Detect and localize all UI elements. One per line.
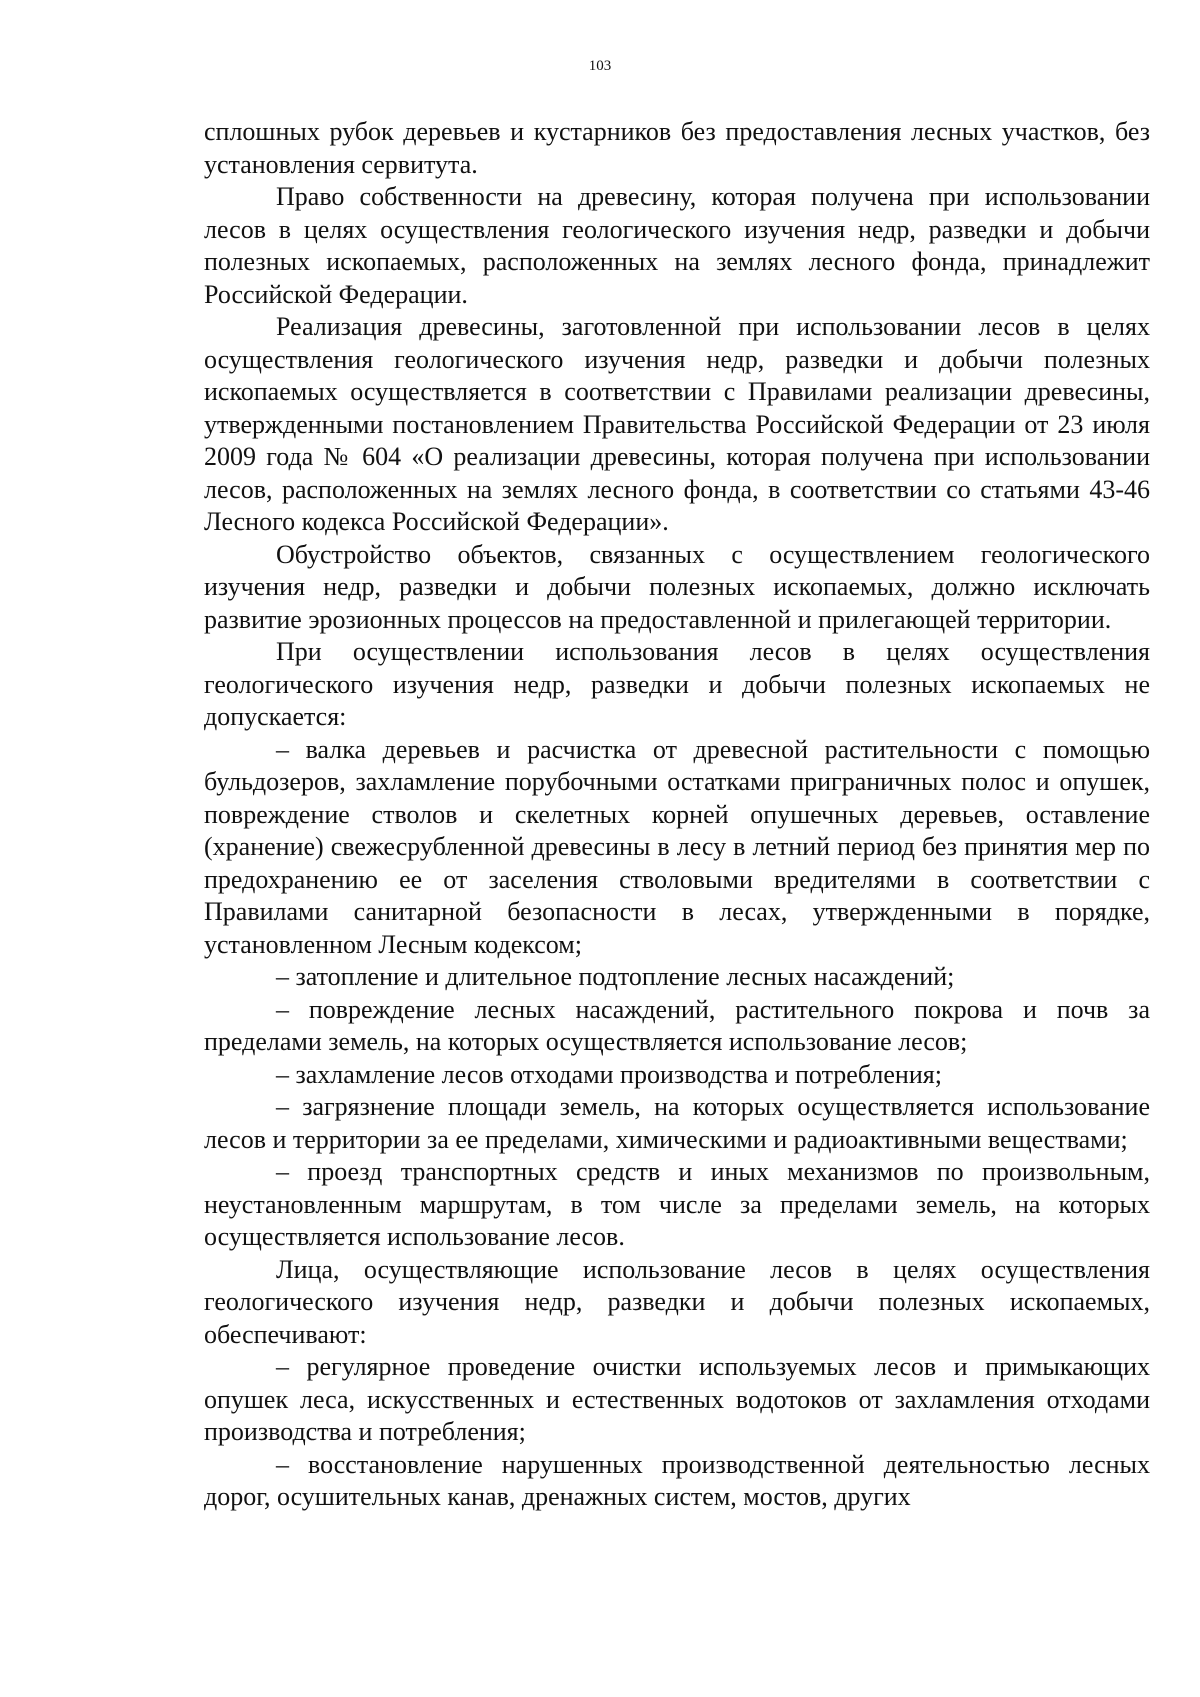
paragraph-ownership: Право собственности на древесину, которая получена при использовании лесов в целях осуществления геологического изучения недр, разведки и добычи полезных ископаемых, расположенных на землях лесного фонда, принадлежит Российской Федерации. bbox=[204, 182, 1150, 309]
list-item-damage: – повреждение лесных насаждений, растительного покрова и почв за пределами земель, на которых осуществляется использование лесов; bbox=[204, 994, 1150, 1056]
list-item-flooding: – затопление и длительное подтопление лесных насаждений; bbox=[276, 962, 955, 991]
paragraph-obligations-intro: Лица, осуществляющие использование лесов в целях осуществления геологического изучения недр, разведки и добычи полезных ископаемых, обеспечивают: bbox=[204, 1254, 1150, 1349]
list-item-felling: – валка деревьев и расчистка от древесной растительности с помощью бульдозеров, захламление порубочными остатками приграничных полос и опушек, повреждение стволов и скелетных корней опушечных деревьев, оставление (хранение) свежесрубленной древесины в лесу в летний период без принятия мер по предохранению ее от заселения стволовыми вредителями в соответствии с Правилами санитарной безопасности в лесах, утвержденными в порядке, установленном Лесным кодексом; bbox=[204, 734, 1150, 959]
paragraph-wood-sale: Реализация древесины, заготовленной при использовании лесов в целях осуществления геологического изучения недр, разведки и добычи полезных ископаемых осуществляется в соответствии с Правилами реализации древесины, утвержденными постановлением Правительства Российской Федерации от 23 июля 2009 года № 604 «О реализации древесины, которая получена при использовании лесов, расположенных на землях лесного фонда, в соответствии со статьями 43-46 Лесного кодекса Российской Федерации». bbox=[204, 312, 1150, 536]
list-item-pollution: – загрязнение площади земель, на которых осуществляется использование лесов и территории за ее пределами, химическими и радиоактивными веществами; bbox=[204, 1092, 1150, 1154]
list-item-cleaning: – регулярное проведение очистки используемых лесов и примыкающих опушек леса, искусственных и естественных водотоков от захламления отходами производства и потребления; bbox=[204, 1352, 1150, 1446]
page-number: 103 bbox=[588, 58, 612, 74]
list-item-restoration: – восстановление нарушенных производственной деятельностью лесных дорог, осушительных канав, дренажных систем, мостов, других bbox=[204, 1449, 1150, 1511]
document-body bbox=[204, 116, 1150, 1514]
list-item-vehicles: – проезд транспортных средств и иных механизмов по произвольным, неустановленным маршрутам, в том числе за пределами земель, на которых осуществляется использование лесов. bbox=[204, 1157, 1150, 1251]
paragraph-prohibited-intro: При осуществлении использования лесов в целях осуществления геологического изучения недр, разведки и добычи полезных ископаемых не допускается: bbox=[204, 637, 1150, 731]
list-item-littering: – захламление лесов отходами производства и потребления; bbox=[276, 1059, 942, 1089]
paragraph-erosion: Обустройство объектов, связанных с осуществлением геологического изучения недр, разведки и добычи полезных ископаемых, должно исключать развитие эрозионных процессов на предоставленной и прилегающей территории. bbox=[204, 539, 1150, 634]
paragraph-continuation: сплошных рубок деревьев и кустарников без предоставления лесных участков, без установления сервитута. bbox=[204, 117, 1150, 179]
